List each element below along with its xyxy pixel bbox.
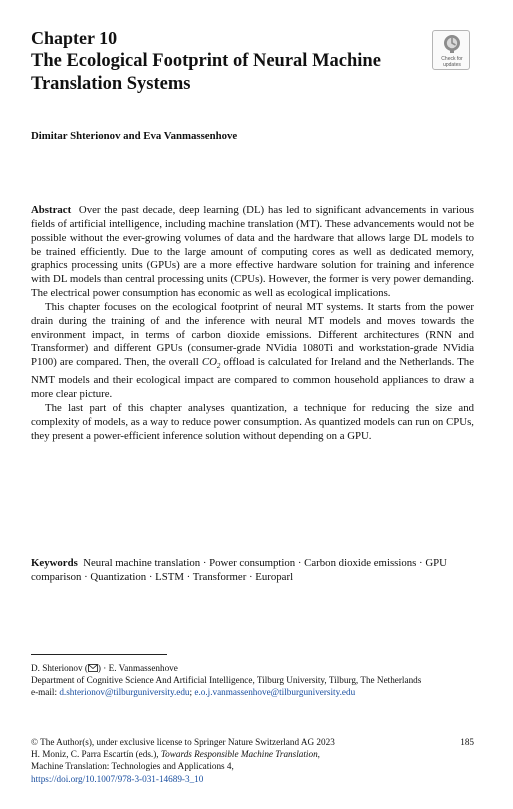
authors: Dimitar Shterionov and Eva Vanmassenhove — [31, 130, 238, 142]
chapter-label: Chapter 10 — [31, 28, 118, 48]
check-for-updates-badge[interactable] — [432, 30, 470, 70]
doi-link[interactable]: https://doi.org/10.1007/978-3-031-14689-3_10 — [31, 773, 204, 784]
copyright-line-2 — [31, 748, 431, 760]
abstract-text-3: The last part of this chapter analyses quantization, a technique for reducing the size and complexity of models, as a way to reduce power consumption. As quantized models can run on CPUs, they present a power-efficient inference solution without depending on a GPU. — [31, 401, 474, 442]
abstract-text-2: This chapter focuses on the ecological footprint of neural MT systems. It starts from the power drain during the training of and the inference with neural MT models and moves towards the environment impact, in terms of carbon dioxide emissions. Different architectures (RNN and Transformer) and different GPUs (consumer-grade NVidia 1080Ti and workstation-grade NVidia P100) are compared. Then, the overall — [31, 300, 474, 369]
abstract-paragraph-1 — [31, 204, 474, 301]
affiliation — [31, 662, 474, 699]
book-title: Towards Responsible Machine Translation — [160, 749, 318, 760]
email-link-2[interactable]: e.o.j.vanmassenhove@tilburguniversity.edu — [194, 687, 356, 698]
badge-label — [433, 56, 471, 68]
keywords-label: Keywords — [31, 557, 78, 569]
names-part-a: D. Shterionov ( — [31, 663, 88, 673]
abstract — [31, 204, 474, 444]
copyright-line-3: Machine Translation: Technologies and Applications 4, — [31, 761, 234, 772]
comma: , — [317, 749, 320, 760]
abstract-text-2-tail: offload is calculated for Ireland and the Netherlands. The NMT models and their ecological impact are compared to common household appliances to draw a more clear picture. — [31, 356, 474, 401]
badge-line1: Check for — [441, 56, 463, 62]
footnote-divider — [31, 654, 167, 655]
keywords — [31, 556, 474, 584]
abstract-label: Abstract — [31, 204, 72, 216]
copyright-line-1: © The Author(s), under exclusive license to Springer Nature Switzerland AG 2023 — [31, 737, 335, 747]
abstract-paragraph-3 — [31, 402, 474, 444]
check-for-updates-icon — [443, 34, 461, 54]
chapter-title: The Ecological Footprint of Neural Machine Translation Systems — [31, 51, 381, 94]
envelope-icon[interactable] — [88, 664, 98, 672]
editors: H. Moniz, C. Parra Escartín (eds.), — [31, 749, 161, 760]
affiliation-dept: Department of Cognitive Science And Artificial Intelligence, Tilburg University, Tilburg, The Netherlands — [31, 675, 422, 686]
co2-subscript: 2 — [216, 362, 221, 371]
email-separator: ; — [189, 687, 195, 698]
copyright-block — [31, 736, 431, 785]
email-label: e-mail: — [31, 687, 60, 698]
page-number: 185 — [460, 737, 474, 747]
affiliation-email — [31, 686, 474, 698]
co2-symbol: CO — [201, 356, 217, 369]
abstract-text-1: Over the past decade, deep learning (DL) has led to significant advancements in various fields of artificial intelligence, including machine translation (MT). These advancements would not be possible without the ever-growing volumes of data and the hardware that allows large DL models to be trained efficiently. Due to the large amount of computing cores as well as dedicated memory, graphics processing units (GPUs) are a more effective hardware solution for training and inference with DL models than central processing units (CPUs). However, the former is very power demanding. The electrical power consumption has economic as well as ecological implications. — [31, 204, 474, 300]
email-link-1[interactable]: d.shterionov@tilburguniversity.edu — [59, 687, 190, 698]
abstract-paragraph-2 — [31, 301, 474, 402]
affiliation-names — [31, 662, 474, 674]
badge-line2: updates — [443, 62, 461, 68]
keywords-text: Neural machine translation · Power consumption · Carbon dioxide emissions · GPU comparison · Quantization · LSTM · Transformer · Europarl — [31, 557, 447, 583]
names-part-b: ) · E. Vanmassenhove — [97, 663, 178, 673]
